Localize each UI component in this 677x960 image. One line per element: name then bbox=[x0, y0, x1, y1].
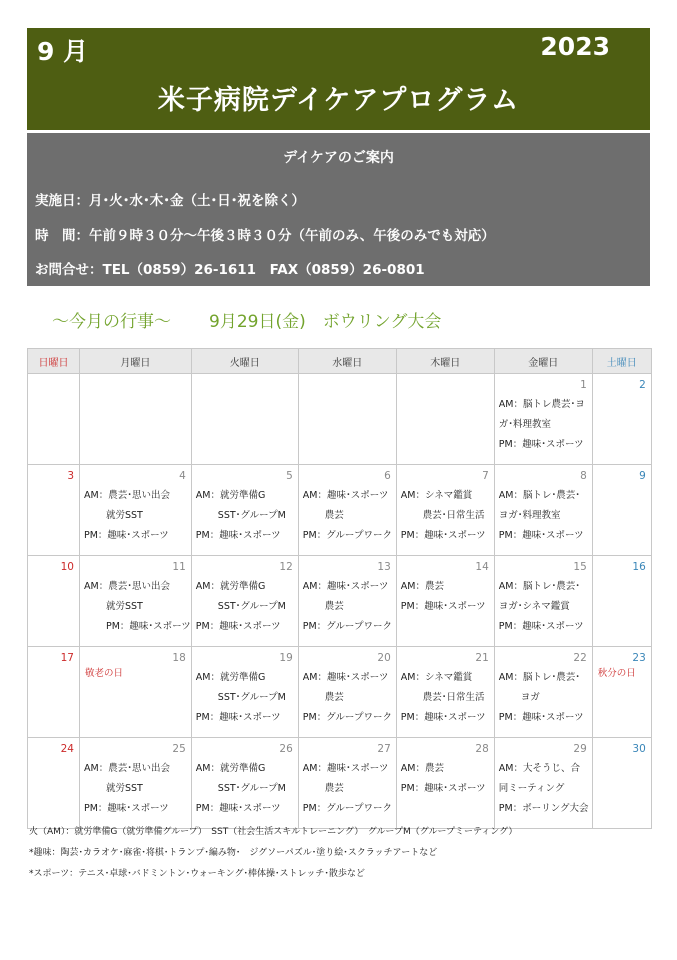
footnotes bbox=[29, 826, 517, 889]
calendar-body bbox=[28, 374, 652, 829]
program-line: PM：趣味･スポーツ bbox=[195, 712, 281, 723]
day-number: 1 bbox=[580, 379, 587, 391]
calendar-day-cell bbox=[298, 556, 396, 647]
program-line: PM：グループワーク bbox=[302, 621, 392, 632]
calendar-day-cell bbox=[80, 647, 192, 738]
calendar-table bbox=[27, 348, 652, 829]
program-line: PM：グループワーク bbox=[302, 530, 392, 541]
program-line: ヨガ bbox=[520, 692, 540, 703]
program-list bbox=[495, 757, 592, 819]
day-number bbox=[80, 374, 191, 393]
program-line: PM：趣味･スポーツ bbox=[400, 601, 486, 612]
info-contact: お問合せ：TEL（0859）26-1611 FAX（0859）26-0801 bbox=[35, 262, 425, 278]
calendar-day-cell bbox=[592, 556, 651, 647]
calendar-day-cell bbox=[592, 465, 651, 556]
calendar-day-cell bbox=[80, 556, 192, 647]
event-label: ～今月の行事～ bbox=[52, 312, 171, 332]
calendar-day-cell bbox=[298, 647, 396, 738]
weekday-header: 土曜日 bbox=[592, 349, 651, 374]
program-list bbox=[80, 757, 191, 819]
day-number: 25 bbox=[172, 743, 186, 755]
day-number: 30 bbox=[632, 743, 646, 755]
day-number: 17 bbox=[60, 652, 74, 664]
program-line: PM：グループワーク bbox=[302, 712, 392, 723]
calendar-day-cell bbox=[191, 374, 298, 465]
program-line: AM：農芸 bbox=[400, 763, 444, 774]
program-line: PM：趣味･スポーツ bbox=[498, 712, 584, 723]
program-line: 農芸･日常生活 bbox=[422, 692, 485, 703]
calendar-day-cell bbox=[80, 374, 192, 465]
day-number: 23 bbox=[632, 652, 646, 664]
day-number: 3 bbox=[67, 470, 74, 482]
calendar-day-cell bbox=[298, 465, 396, 556]
program-list bbox=[495, 575, 592, 637]
program-line: PM：趣味･スポーツ bbox=[400, 530, 486, 541]
program-list bbox=[495, 666, 592, 728]
program-list bbox=[80, 575, 191, 637]
day-number: 21 bbox=[475, 652, 489, 664]
info-title: デイケアのご案内 bbox=[283, 150, 394, 166]
page-title: 米子病院デイケアプログラム bbox=[157, 85, 520, 116]
info-days: 実施日：月･火･水･木･金（土･日･祝を除く） bbox=[35, 193, 305, 209]
program-line: AM：農芸･思い出会 bbox=[84, 581, 170, 592]
program-list bbox=[397, 484, 494, 546]
program-line: AM：趣味･スポーツ bbox=[302, 672, 389, 683]
program-line: SST･グループM bbox=[217, 783, 286, 794]
program-line: 農芸 bbox=[324, 783, 344, 794]
calendar-day-cell bbox=[592, 647, 651, 738]
day-number: 2 bbox=[639, 379, 646, 391]
program-line: SST･グループM bbox=[217, 692, 286, 703]
day-number: 5 bbox=[286, 470, 293, 482]
monthly-event bbox=[52, 307, 441, 332]
program-line: 農芸･日常生活 bbox=[422, 510, 485, 521]
program-line: PM：趣味･スポーツ bbox=[195, 530, 281, 541]
day-number: 4 bbox=[179, 470, 186, 482]
day-number bbox=[397, 374, 494, 393]
program-line: AM：脳トレ･農芸･ bbox=[498, 672, 580, 683]
header-month: 9 月 bbox=[37, 37, 89, 66]
program-line: PM：趣味･スポーツ bbox=[400, 783, 486, 794]
footnote-line: *スポーツ：テニス･卓球･バドミントン･ウォーキング･棒体操･ストレッチ･散歩など bbox=[29, 869, 365, 879]
program-line: 農芸 bbox=[324, 510, 344, 521]
weekday-header: 金曜日 bbox=[494, 349, 592, 374]
weekday-header: 火曜日 bbox=[191, 349, 298, 374]
calendar-day-cell bbox=[494, 738, 592, 829]
program-line: SST･グループM bbox=[217, 510, 286, 521]
day-number: 18 bbox=[172, 652, 186, 664]
program-list bbox=[397, 666, 494, 728]
day-number: 12 bbox=[279, 561, 293, 573]
program-line: ガ･料理教室 bbox=[498, 419, 552, 430]
program-list bbox=[397, 575, 494, 617]
program-line: AM：シネマ鑑賞 bbox=[400, 672, 473, 683]
calendar-day-cell bbox=[28, 465, 80, 556]
program-line: AM：就労準備G bbox=[195, 672, 266, 683]
calendar-week-row bbox=[28, 374, 652, 465]
program-line: PM：趣味･スポーツ bbox=[498, 530, 584, 541]
program-line: PM：グループワーク bbox=[302, 803, 392, 814]
calendar-day-cell bbox=[191, 556, 298, 647]
program-list bbox=[495, 484, 592, 546]
day-number: 20 bbox=[377, 652, 391, 664]
info-hours: 時 間：午前９時３０分～午後３時３０分（午前のみ、午後のみでも対応） bbox=[35, 228, 495, 244]
calendar-day-cell bbox=[298, 374, 396, 465]
program-line: PM：趣味･スポーツ bbox=[400, 712, 486, 723]
program-list bbox=[192, 484, 298, 546]
program-line: AM：農芸 bbox=[400, 581, 444, 592]
program-line: 就労SST bbox=[106, 601, 143, 612]
calendar-week-row bbox=[28, 738, 652, 829]
program-line: AM：農芸･思い出会 bbox=[84, 490, 170, 501]
program-list bbox=[495, 393, 592, 455]
calendar-day-cell bbox=[28, 738, 80, 829]
program-line: 同ミーティング bbox=[498, 783, 565, 794]
day-number: 27 bbox=[377, 743, 391, 755]
footnote-line: *趣味：陶芸･カラオケ･麻雀･将棋･トランプ･編み物･ ジグソーパズル･塗り絵･スクラッチアートなど bbox=[29, 848, 438, 858]
weekday-header: 日曜日 bbox=[28, 349, 80, 374]
day-number: 15 bbox=[573, 561, 587, 573]
calendar-day-cell bbox=[494, 647, 592, 738]
page-header bbox=[27, 28, 650, 130]
calendar-day-cell bbox=[28, 374, 80, 465]
calendar-day-cell bbox=[191, 738, 298, 829]
footnote-line: 火（AM）：就労準備G（就労準備グループ） SST（社会生活スキルトレーニング） グループM（グループミーティング） bbox=[29, 827, 518, 837]
program-list bbox=[192, 757, 298, 819]
day-number: 6 bbox=[384, 470, 391, 482]
program-line: PM：趣味･スポーツ bbox=[195, 621, 281, 632]
program-list bbox=[299, 575, 396, 637]
program-line: PM：趣味･スポーツ bbox=[84, 803, 169, 814]
program-line: AM：趣味･スポーツ bbox=[302, 490, 389, 501]
program-line: 就労SST bbox=[106, 783, 143, 794]
weekday-header: 木曜日 bbox=[396, 349, 494, 374]
day-number: 7 bbox=[482, 470, 489, 482]
program-line: AM：脳トレ農芸･ヨ bbox=[498, 399, 585, 410]
program-line: SST･グループM bbox=[217, 601, 286, 612]
calendar-day-cell bbox=[80, 738, 192, 829]
header-year: 2023 bbox=[540, 32, 610, 61]
calendar-week-row bbox=[28, 556, 652, 647]
calendar-day-cell bbox=[494, 465, 592, 556]
day-number: 19 bbox=[279, 652, 293, 664]
program-list bbox=[299, 666, 396, 728]
day-number: 26 bbox=[279, 743, 293, 755]
program-list bbox=[192, 575, 298, 637]
program-list bbox=[299, 757, 396, 819]
program-line: AM：就労準備G bbox=[195, 763, 266, 774]
program-line: ヨガ･シネマ鑑賞 bbox=[498, 601, 570, 612]
event-detail: 9月29日(金) ボウリング大会 bbox=[209, 312, 442, 332]
day-number: 13 bbox=[377, 561, 391, 573]
program-list bbox=[397, 757, 494, 799]
day-number: 22 bbox=[573, 652, 587, 664]
calendar-day-cell bbox=[396, 738, 494, 829]
program-line: PM：趣味･スポーツ bbox=[498, 439, 584, 450]
program-line: AM：趣味･スポーツ bbox=[302, 763, 389, 774]
program-line: 農芸 bbox=[324, 692, 344, 703]
program-line: AM：脳トレ･農芸･ bbox=[498, 581, 580, 592]
program-line: PM：趣味･スポーツ bbox=[84, 530, 169, 541]
program-line: AM：就労準備G bbox=[195, 490, 266, 501]
calendar-day-cell bbox=[396, 465, 494, 556]
day-number: 8 bbox=[580, 470, 587, 482]
program-line: AM：脳トレ･農芸･ bbox=[498, 490, 580, 501]
day-number bbox=[28, 374, 79, 393]
weekday-header: 水曜日 bbox=[298, 349, 396, 374]
calendar-day-cell bbox=[396, 374, 494, 465]
day-number bbox=[299, 374, 396, 393]
program-line: 農芸 bbox=[324, 601, 344, 612]
calendar-day-cell bbox=[494, 374, 592, 465]
calendar-day-cell bbox=[298, 738, 396, 829]
program-line: PM：趣味･スポーツ bbox=[498, 621, 584, 632]
calendar-week-row bbox=[28, 647, 652, 738]
program-list bbox=[299, 484, 396, 546]
info-panel bbox=[27, 133, 650, 286]
day-number bbox=[192, 374, 298, 393]
calendar-day-cell bbox=[28, 647, 80, 738]
calendar-day-cell bbox=[191, 465, 298, 556]
program-line: PM：趣味･スポーツ bbox=[195, 803, 281, 814]
day-number: 9 bbox=[639, 470, 646, 482]
weekday-header-row bbox=[28, 349, 652, 374]
calendar-week-row bbox=[28, 465, 652, 556]
calendar-day-cell bbox=[396, 647, 494, 738]
program-line: AM：就労準備G bbox=[195, 581, 266, 592]
day-number: 11 bbox=[172, 561, 186, 573]
program-line: PM：趣味･スポーツ bbox=[106, 621, 191, 632]
program-line: ヨガ･料理教室 bbox=[498, 510, 561, 521]
program-line: 就労SST bbox=[106, 510, 143, 521]
day-number: 10 bbox=[60, 561, 74, 573]
day-number: 24 bbox=[60, 743, 74, 755]
day-number: 16 bbox=[632, 561, 646, 573]
calendar-day-cell bbox=[28, 556, 80, 647]
program-line: AM：趣味･スポーツ bbox=[302, 581, 389, 592]
program-line: AM：大そうじ、合 bbox=[498, 763, 580, 774]
program-line: PM：ボーリング大会 bbox=[498, 803, 589, 814]
calendar-day-cell bbox=[80, 465, 192, 556]
program-line: AM：シネマ鑑賞 bbox=[400, 490, 473, 501]
day-number: 28 bbox=[475, 743, 489, 755]
calendar-day-cell bbox=[396, 556, 494, 647]
calendar-day-cell bbox=[494, 556, 592, 647]
day-number: 14 bbox=[475, 561, 489, 573]
program-line: AM：農芸･思い出会 bbox=[84, 763, 170, 774]
weekday-header: 月曜日 bbox=[80, 349, 192, 374]
program-list bbox=[192, 666, 298, 728]
calendar-day-cell bbox=[592, 374, 651, 465]
day-number: 29 bbox=[573, 743, 587, 755]
calendar-day-cell bbox=[191, 647, 298, 738]
program-list bbox=[80, 484, 191, 546]
calendar-day-cell bbox=[592, 738, 651, 829]
holiday-label: 秋分の日 bbox=[597, 668, 636, 679]
holiday-label: 敬老の日 bbox=[85, 668, 124, 679]
